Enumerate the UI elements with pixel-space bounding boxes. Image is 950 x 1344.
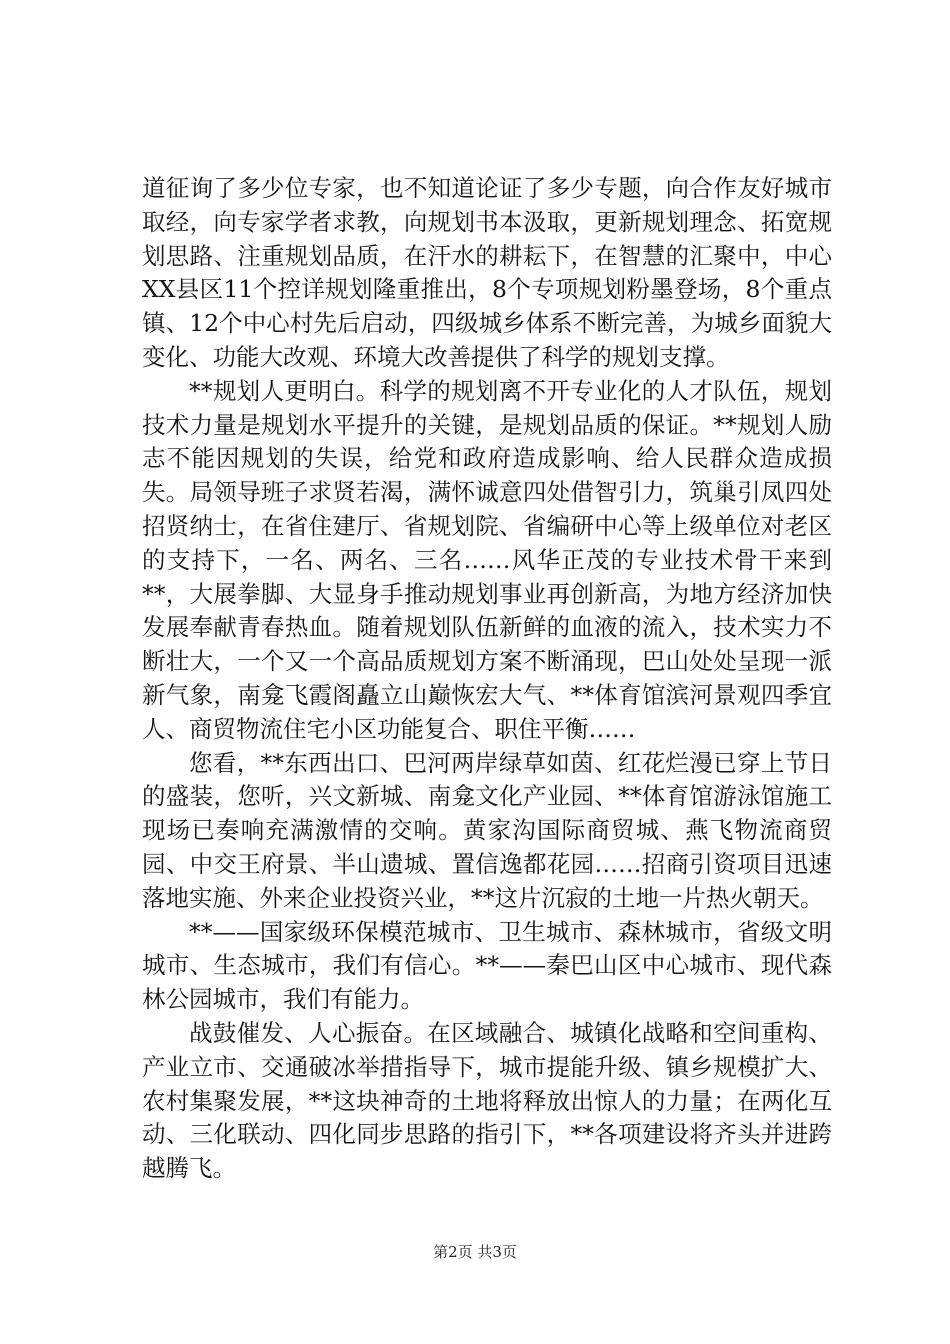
paragraph-you-see: 您看，**东西出口、巴河两岸绿草如茵、红花烂漫已穿上节日的盛装，您听，兴文新城、南龛文化产业园、**体育馆游泳馆施工现场已奏响充满激情的交响。黄家沟国际商贸城、燕飞物流商贸园、中交王府景、半山遗城、置信逸都花园……招商引资项目迅速落地实施、外来企业投资兴业，**这片沉寂的土地一片热火朝天。: [142, 748, 832, 912]
paragraph-drums: 战鼓催发、人心振奋。在区域融合、城镇化战略和空间重构、产业立市、交通破冰举措指导下，城市提能升级、镇乡规模扩大、农村集聚发展，**这块神奇的土地将释放出惊人的力量；在两化互动、三化联动、四化同步思路的指引下，**各项建设将齐头并进跨越腾飞。: [142, 1018, 832, 1183]
document-body: [142, 172, 832, 1186]
paragraph-continuation: 道征询了多少位专家，也不知道论证了多少专题，向合作友好城市取经，向专家学者求教，向规划书本汲取，更新规划理念、拓宽规划思路、注重规划品质，在汗水的耕耘下，在智慧的汇聚中，中心XX县区11个控详规划隆重推出，8个专项规划粉墨登场，8个重点镇、12个中心村先后启动，四级城乡体系不断完善，为城乡面貌大变化、功能大改观、环境大改善提供了科学的规划支撑。: [142, 174, 832, 371]
paragraph-planners: **规划人更明白。科学的规划离不开专业化的人才队伍，规划技术力量是规划水平提升的关键，是规划品质的保证。**规划人励志不能因规划的失误，给党和政府造成影响、给人民群众造成损失。局领导班子求贤若渴，满怀诚意四处借智引力，筑巢引凤四处招贤纳士，在省住建厅、省规划院、省编研中心等上级单位对老区的支持下，一名、两名、三名……风华正茂的专业技术骨干来到**，大展拳脚、大显身手推动规划事业再创新高，为地方经济加快发展奉献青春热血。随着规划队伍新鲜的血液的流入，技术实力不断壮大，一个又一个高品质规划方案不断涌现，巴山处处呈现一派新气象，南龛飞霞阁矗立山巅恢宏大气、**体育馆滨河景观四季宜人、商贸物流住宅小区功能复合、职住平衡……: [142, 376, 832, 743]
paragraph-confidence: **——国家级环保模范城市、卫生城市、森林城市，省级文明城市、生态城市，我们有信心。**——秦巴山区中心城市、现代森林公园城市，我们有能力。: [142, 917, 832, 1014]
page-number-footer: 第2页 共3页: [433, 1243, 517, 1261]
